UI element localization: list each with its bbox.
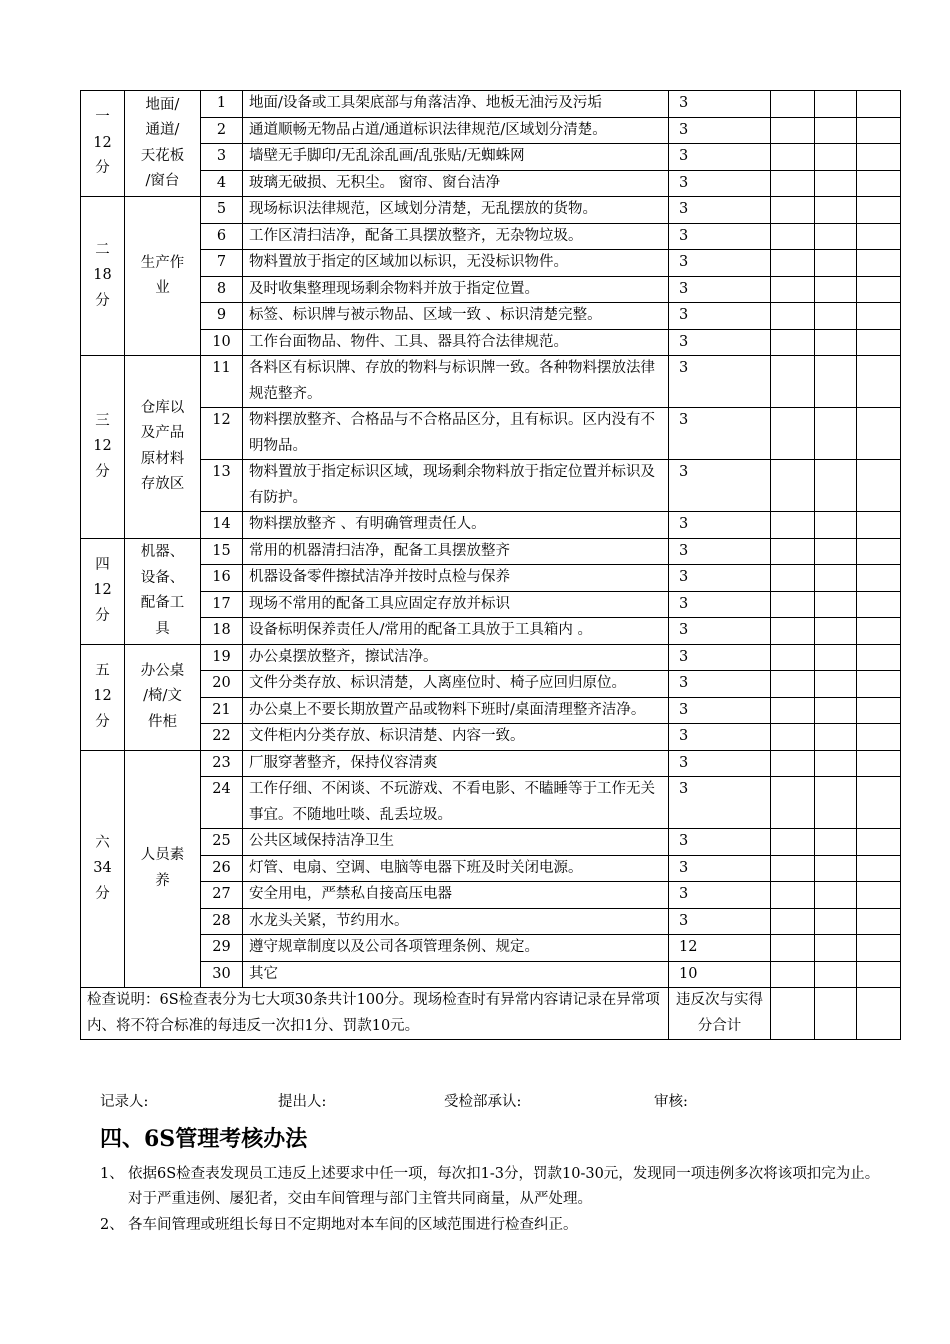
entry-cell[interactable] bbox=[771, 460, 815, 512]
item-number: 30 bbox=[201, 961, 243, 988]
entry-cell[interactable] bbox=[857, 697, 901, 724]
table-row bbox=[81, 591, 901, 618]
item-number: 29 bbox=[201, 935, 243, 962]
item-content: 办公桌上不要长期放置产品或物料下班时/桌面清理整齐洁净。 bbox=[243, 697, 669, 724]
table-row bbox=[81, 250, 901, 277]
entry-cell[interactable] bbox=[815, 565, 857, 592]
item-content: 其它 bbox=[243, 961, 669, 988]
entry-cell[interactable] bbox=[771, 777, 815, 829]
item-content: 及时收集整理现场剩余物料并放于指定位置。 bbox=[243, 276, 669, 303]
item-score: 3 bbox=[669, 644, 771, 671]
entry-cell[interactable] bbox=[771, 644, 815, 671]
item-content: 机器设备零件擦拭洁净并按时点检与保养 bbox=[243, 565, 669, 592]
table-row bbox=[81, 91, 901, 118]
item-number: 7 bbox=[201, 250, 243, 277]
item-content: 常用的机器清扫洁净，配备工具摆放整齐 bbox=[243, 538, 669, 565]
table-row bbox=[81, 144, 901, 171]
entry-cell[interactable] bbox=[857, 170, 901, 197]
entry-cell[interactable] bbox=[815, 724, 857, 751]
entry-cell[interactable] bbox=[771, 223, 815, 250]
entry-cell[interactable] bbox=[771, 961, 815, 988]
entry-cell[interactable] bbox=[857, 144, 901, 171]
entry-cell[interactable] bbox=[857, 250, 901, 277]
item-score: 3 bbox=[669, 460, 771, 512]
entry-cell[interactable] bbox=[857, 538, 901, 565]
entry-cell[interactable] bbox=[857, 591, 901, 618]
entry-cell[interactable] bbox=[771, 170, 815, 197]
rule-paragraph bbox=[100, 1213, 880, 1238]
entry-cell[interactable] bbox=[815, 644, 857, 671]
rule-index: 2、 bbox=[100, 1217, 124, 1233]
item-content: 公共区域保持洁净卫生 bbox=[243, 829, 669, 856]
section-label: 四 12 分 bbox=[81, 538, 125, 644]
entry-cell[interactable] bbox=[857, 961, 901, 988]
table-row bbox=[81, 223, 901, 250]
item-content: 工作仔细、不闲谈、不玩游戏、不看电影、不瞌睡等于工作无关事宜。不随地吐啖、乱丢垃圾。 bbox=[243, 777, 669, 829]
table-row bbox=[81, 117, 901, 144]
item-score: 3 bbox=[669, 538, 771, 565]
section-label: 一 12 分 bbox=[81, 91, 125, 197]
table-row bbox=[81, 908, 901, 935]
entry-cell[interactable] bbox=[857, 276, 901, 303]
item-number: 28 bbox=[201, 908, 243, 935]
entry-cell[interactable] bbox=[815, 829, 857, 856]
section-label: 五 12 分 bbox=[81, 644, 125, 750]
item-number: 8 bbox=[201, 276, 243, 303]
table-row bbox=[81, 750, 901, 777]
reviewer-label: 审核: bbox=[654, 1094, 688, 1110]
item-number: 20 bbox=[201, 671, 243, 698]
table-row bbox=[81, 618, 901, 645]
item-content: 地面/设备或工具架底部与角落洁净、地板无油污及污垢 bbox=[243, 91, 669, 118]
item-score: 3 bbox=[669, 882, 771, 909]
item-score: 3 bbox=[669, 750, 771, 777]
entry-cell[interactable] bbox=[815, 618, 857, 645]
entry-cell[interactable] bbox=[815, 538, 857, 565]
item-content: 设备标明保养责任人/常用的配备工具放于工具箱内 。 bbox=[243, 618, 669, 645]
table-row bbox=[81, 329, 901, 356]
entry-cell[interactable] bbox=[857, 671, 901, 698]
item-content: 灯管、电扇、空调、电脑等电器下班及时关闭电源。 bbox=[243, 855, 669, 882]
table-row bbox=[81, 565, 901, 592]
entry-cell[interactable] bbox=[771, 618, 815, 645]
item-number: 24 bbox=[201, 777, 243, 829]
entry-cell[interactable] bbox=[771, 276, 815, 303]
entry-cell[interactable] bbox=[857, 908, 901, 935]
entry-cell[interactable] bbox=[815, 329, 857, 356]
item-number: 21 bbox=[201, 697, 243, 724]
item-content: 文件柜内分类存放、标识清楚、内容一致。 bbox=[243, 724, 669, 751]
entry-cell[interactable] bbox=[815, 356, 857, 408]
table-row bbox=[81, 935, 901, 962]
table-row bbox=[81, 170, 901, 197]
item-number: 19 bbox=[201, 644, 243, 671]
item-content: 现场标识法律规范，区域划分清楚，无乱摆放的货物。 bbox=[243, 197, 669, 224]
entry-cell[interactable] bbox=[815, 170, 857, 197]
entry-cell[interactable] bbox=[815, 250, 857, 277]
entry-cell[interactable] bbox=[771, 356, 815, 408]
item-score: 3 bbox=[669, 91, 771, 118]
entry-cell[interactable] bbox=[857, 91, 901, 118]
item-number: 27 bbox=[201, 882, 243, 909]
entry-cell[interactable] bbox=[815, 777, 857, 829]
table-row bbox=[81, 777, 901, 829]
signature-row bbox=[100, 1090, 900, 1112]
entry-cell[interactable] bbox=[857, 223, 901, 250]
item-content: 办公桌摆放整齐，擦试洁净。 bbox=[243, 644, 669, 671]
entry-cell[interactable] bbox=[771, 303, 815, 330]
item-score: 3 bbox=[669, 697, 771, 724]
item-score: 3 bbox=[669, 829, 771, 856]
entry-cell[interactable] bbox=[771, 512, 815, 539]
table-row bbox=[81, 855, 901, 882]
item-number: 16 bbox=[201, 565, 243, 592]
item-score: 3 bbox=[669, 250, 771, 277]
rule-text: 各车间管理或班组长每日不定期地对本车间的区域范围进行检查纠正。 bbox=[128, 1217, 578, 1233]
inspection-table-body bbox=[81, 91, 901, 988]
item-score: 12 bbox=[669, 935, 771, 962]
item-content: 工作区清扫洁净，配备工具摆放整齐，无杂物垃圾。 bbox=[243, 223, 669, 250]
entry-cell[interactable] bbox=[857, 618, 901, 645]
item-score: 3 bbox=[669, 144, 771, 171]
table-row bbox=[81, 882, 901, 909]
item-score: 3 bbox=[669, 777, 771, 829]
entry-cell[interactable] bbox=[815, 882, 857, 909]
item-content: 安全用电，严禁私自接高压电器 bbox=[243, 882, 669, 909]
item-score: 3 bbox=[669, 117, 771, 144]
entry-cell[interactable] bbox=[771, 671, 815, 698]
item-number: 12 bbox=[201, 408, 243, 460]
item-content: 墙壁无手脚印/无乱涂乱画/乱张贴/无蜘蛛网 bbox=[243, 144, 669, 171]
entry-cell[interactable] bbox=[771, 329, 815, 356]
inspection-note: 检查说明：6S检查表分为七大项30条共计100分。现场检查时有异常内容请记录在异常项内、将不符合标准的每违反一次扣1分、罚款10元。 bbox=[81, 988, 669, 1040]
entry-cell[interactable] bbox=[857, 197, 901, 224]
item-content: 文件分类存放、标识清楚，人离座位时、椅子应回归原位。 bbox=[243, 671, 669, 698]
item-score: 3 bbox=[669, 512, 771, 539]
entry-cell[interactable] bbox=[857, 855, 901, 882]
table-row bbox=[81, 829, 901, 856]
entry-cell[interactable] bbox=[857, 724, 901, 751]
item-content: 水龙头关紧，节约用水。 bbox=[243, 908, 669, 935]
entry-cell[interactable] bbox=[815, 303, 857, 330]
item-content: 物料置放于指定标识区域，现场剩余物料放于指定位置并标识及有防护。 bbox=[243, 460, 669, 512]
table-row bbox=[81, 276, 901, 303]
entry-cell[interactable] bbox=[857, 512, 901, 539]
department-label: 受检部承认: bbox=[444, 1094, 522, 1110]
entry-cell[interactable] bbox=[815, 671, 857, 698]
entry-cell[interactable] bbox=[857, 356, 901, 408]
item-number: 6 bbox=[201, 223, 243, 250]
item-score: 3 bbox=[669, 329, 771, 356]
entry-cell[interactable] bbox=[857, 882, 901, 909]
item-number: 15 bbox=[201, 538, 243, 565]
entry-cell[interactable] bbox=[771, 408, 815, 460]
table-footer-row bbox=[81, 988, 901, 1040]
entry-cell[interactable] bbox=[857, 460, 901, 512]
area-label: 地面/ 通道/ 天花板 /窗台 bbox=[125, 91, 201, 197]
entry-cell[interactable] bbox=[771, 829, 815, 856]
item-content: 玻璃无破损、无积尘。 窗帘、窗台洁净 bbox=[243, 170, 669, 197]
item-number: 4 bbox=[201, 170, 243, 197]
table-row bbox=[81, 356, 901, 408]
entry-cell[interactable] bbox=[857, 750, 901, 777]
entry-cell[interactable] bbox=[771, 882, 815, 909]
item-number: 25 bbox=[201, 829, 243, 856]
item-content: 现场不常用的配备工具应固定存放并标识 bbox=[243, 591, 669, 618]
item-number: 18 bbox=[201, 618, 243, 645]
entry-cell[interactable] bbox=[857, 935, 901, 962]
entry-cell[interactable] bbox=[815, 144, 857, 171]
item-score: 3 bbox=[669, 855, 771, 882]
entry-cell[interactable] bbox=[771, 538, 815, 565]
entry-cell[interactable] bbox=[771, 750, 815, 777]
entry-cell[interactable] bbox=[857, 644, 901, 671]
item-number: 11 bbox=[201, 356, 243, 408]
item-score: 3 bbox=[669, 303, 771, 330]
item-content: 物料置放于指定的区域加以标识，无没标识物件。 bbox=[243, 250, 669, 277]
entry-cell[interactable] bbox=[771, 565, 815, 592]
table-row bbox=[81, 197, 901, 224]
table-row bbox=[81, 697, 901, 724]
item-score: 3 bbox=[669, 197, 771, 224]
entry-cell[interactable] bbox=[815, 935, 857, 962]
table-row bbox=[81, 303, 901, 330]
item-number: 10 bbox=[201, 329, 243, 356]
entry-cell[interactable] bbox=[771, 197, 815, 224]
item-number: 1 bbox=[201, 91, 243, 118]
rule-paragraph bbox=[100, 1162, 880, 1212]
item-number: 26 bbox=[201, 855, 243, 882]
item-score: 3 bbox=[669, 276, 771, 303]
entry-cell[interactable] bbox=[815, 223, 857, 250]
item-score: 3 bbox=[669, 591, 771, 618]
item-content: 厂服穿著整齐，保持仪容清爽 bbox=[243, 750, 669, 777]
entry-cell[interactable] bbox=[771, 250, 815, 277]
section-label: 六 34 分 bbox=[81, 750, 125, 988]
item-score: 3 bbox=[669, 223, 771, 250]
item-number: 2 bbox=[201, 117, 243, 144]
entry-cell[interactable] bbox=[815, 908, 857, 935]
item-score: 3 bbox=[669, 671, 771, 698]
entry-cell[interactable] bbox=[771, 697, 815, 724]
item-score: 3 bbox=[669, 565, 771, 592]
entry-cell[interactable] bbox=[815, 91, 857, 118]
entry-cell[interactable] bbox=[857, 303, 901, 330]
rule-text: 依据6S检查表发现员工违反上述要求中任一项，每次扣1-3分，罚款10-30元，发现同一项违例多次将该项扣完为止。对于严重违例、屡犯者，交由车间管理与部门主管共同商量，从严处理。 bbox=[128, 1166, 880, 1207]
item-content: 标签、标识牌与被示物品、区域一致 、标识清楚完整。 bbox=[243, 303, 669, 330]
inspection-table bbox=[80, 90, 901, 1040]
item-content: 通道顺畅无物品占道/通道标识法律规范/区域划分清楚。 bbox=[243, 117, 669, 144]
entry-cell[interactable] bbox=[771, 935, 815, 962]
item-content: 遵守规章制度以及公司各项管理条例、规定。 bbox=[243, 935, 669, 962]
entry-cell[interactable] bbox=[857, 565, 901, 592]
entry-cell[interactable] bbox=[771, 855, 815, 882]
table-row bbox=[81, 512, 901, 539]
summary-cell[interactable] bbox=[857, 988, 901, 1040]
item-number: 3 bbox=[201, 144, 243, 171]
entry-cell[interactable] bbox=[771, 117, 815, 144]
table-row bbox=[81, 644, 901, 671]
table-row bbox=[81, 724, 901, 751]
area-label: 办公桌 /椅/文 件柜 bbox=[125, 644, 201, 750]
table-row bbox=[81, 408, 901, 460]
item-content: 各料区有标识牌、存放的物料与标识牌一致。各种物料摆放法律规范整齐。 bbox=[243, 356, 669, 408]
entry-cell[interactable] bbox=[771, 908, 815, 935]
entry-cell[interactable] bbox=[815, 460, 857, 512]
section-label: 三 12 分 bbox=[81, 356, 125, 539]
entry-cell[interactable] bbox=[857, 117, 901, 144]
entry-cell[interactable] bbox=[771, 144, 815, 171]
item-score: 3 bbox=[669, 618, 771, 645]
entry-cell[interactable] bbox=[815, 855, 857, 882]
item-content: 物料摆放整齐、合格品与不合格品区分，且有标识。区内没有不明物品。 bbox=[243, 408, 669, 460]
item-number: 5 bbox=[201, 197, 243, 224]
item-number: 17 bbox=[201, 591, 243, 618]
recorder-label: 记录人: bbox=[100, 1094, 149, 1110]
area-label: 机器、 设备、 配备工 具 bbox=[125, 538, 201, 644]
entry-cell[interactable] bbox=[857, 829, 901, 856]
entry-cell[interactable] bbox=[815, 276, 857, 303]
entry-cell[interactable] bbox=[815, 750, 857, 777]
item-number: 13 bbox=[201, 460, 243, 512]
proposer-label: 提出人: bbox=[278, 1094, 327, 1110]
table-row bbox=[81, 671, 901, 698]
item-score: 3 bbox=[669, 908, 771, 935]
entry-cell[interactable] bbox=[857, 329, 901, 356]
item-number: 9 bbox=[201, 303, 243, 330]
item-number: 22 bbox=[201, 724, 243, 751]
section-label: 二 18 分 bbox=[81, 197, 125, 356]
summary-label: 违反次与实得分合计 bbox=[669, 988, 771, 1040]
area-label: 生产作 业 bbox=[125, 197, 201, 356]
entry-cell[interactable] bbox=[815, 697, 857, 724]
area-label: 人员素 养 bbox=[125, 750, 201, 988]
summary-cell[interactable] bbox=[771, 988, 815, 1040]
area-label: 仓库以 及产品 原材料 存放区 bbox=[125, 356, 201, 539]
entry-cell[interactable] bbox=[815, 961, 857, 988]
item-number: 14 bbox=[201, 512, 243, 539]
entry-cell[interactable] bbox=[771, 724, 815, 751]
entry-cell[interactable] bbox=[815, 117, 857, 144]
entry-cell[interactable] bbox=[771, 91, 815, 118]
entry-cell[interactable] bbox=[815, 591, 857, 618]
entry-cell[interactable] bbox=[815, 197, 857, 224]
entry-cell[interactable] bbox=[857, 777, 901, 829]
entry-cell[interactable] bbox=[815, 512, 857, 539]
section-heading: 四、6S管理考核办法 bbox=[100, 1126, 308, 1152]
item-content: 工作台面物品、物件、工具、器具符合法律规范。 bbox=[243, 329, 669, 356]
entry-cell[interactable] bbox=[815, 408, 857, 460]
entry-cell[interactable] bbox=[857, 408, 901, 460]
item-score: 3 bbox=[669, 724, 771, 751]
item-score: 3 bbox=[669, 170, 771, 197]
rule-index: 1、 bbox=[100, 1166, 124, 1182]
table-row bbox=[81, 961, 901, 988]
item-number: 23 bbox=[201, 750, 243, 777]
item-content: 物料摆放整齐 、有明确管理责任人。 bbox=[243, 512, 669, 539]
item-score: 3 bbox=[669, 408, 771, 460]
table-row bbox=[81, 460, 901, 512]
entry-cell[interactable] bbox=[771, 591, 815, 618]
summary-cell[interactable] bbox=[815, 988, 857, 1040]
table-row bbox=[81, 538, 901, 565]
item-score: 3 bbox=[669, 356, 771, 408]
item-score: 10 bbox=[669, 961, 771, 988]
